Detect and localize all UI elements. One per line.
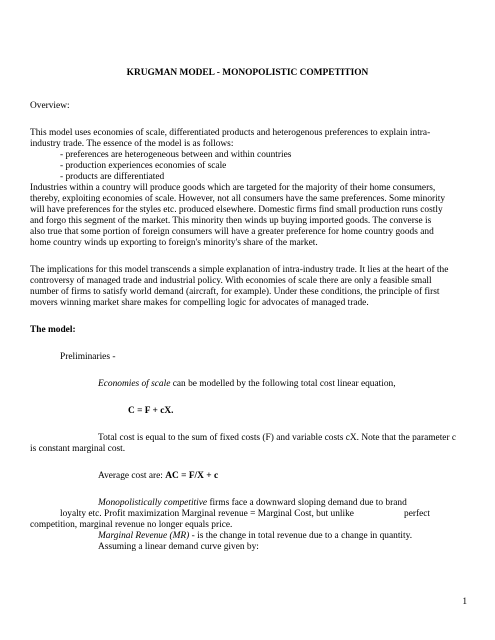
average-cost-formula: AC = F/X + c <box>165 471 219 481</box>
monopolistic-term: Monopolistically competitive <box>98 498 208 508</box>
para3-line-4: movers winning market share makes for compelling logic for advocates of managed trade. <box>30 298 369 308</box>
marginal-revenue-term: Marginal Revenue (MR) <box>98 531 190 541</box>
page-number: 1 <box>462 597 467 607</box>
economies-of-scale-line <box>98 379 396 390</box>
para3-line-2: controversy of managed trade and industrial policy. With economies of scale there are only a feasible small <box>30 276 432 286</box>
intro-line-2: industry trade. The essence of the model is as follows: <box>30 139 234 149</box>
model-heading: The model: <box>30 325 76 335</box>
para2-line-1: Industries within a country will produce goods which are targeted for the majority of their home consumers, <box>30 183 436 193</box>
economies-of-scale-term: Economies of scale <box>98 379 171 389</box>
bullet-differentiated: - products are differentiated <box>60 172 165 182</box>
average-cost-label: Average cost are: <box>98 471 166 481</box>
total-cost-line-2: is constant marginal cost. <box>30 444 126 454</box>
para2-line-4: and forgo this segment of the market. This minority then winds up buying imported goods. The converse is <box>30 216 432 226</box>
monopolistic-line-2: loyalty etc. Profit maximization Marginal revenue = Marginal Cost, but unlike <box>60 509 354 519</box>
para3-line-1: The implications for this model transcends a simple explanation of intra-industry trade. It lies at the heart of the <box>30 265 449 275</box>
marginal-revenue-text: - is the change in total revenue due to a change in quantity. <box>189 531 413 541</box>
para2-line-6: home country winds up exporting to foreign's minority's share of the market. <box>30 238 318 248</box>
monopolistic-line-3: competition, marginal revenue no longer equals price. <box>30 520 233 530</box>
economies-of-scale-text: can be modelled by the following total cost linear equation, <box>170 379 396 389</box>
monopolistic-line-1 <box>98 498 407 509</box>
bullet-economies-of-scale: - production experiences economies of scale <box>60 161 227 171</box>
intro-line-1: This model uses economies of scale, differentiated products and heterogenous preferences to explain intra- <box>30 128 431 138</box>
bullet-preferences: - preferences are heterogeneous between and within countries <box>60 150 292 160</box>
para2-line-3: will have preferences for the styles etc. produced elsewhere. Domestic firms find small production runs costly <box>30 205 443 215</box>
overview-heading: Overview: <box>30 101 70 111</box>
para2-line-5: also true that some portion of foreign consumers will have a greater preference for home country goods and <box>30 227 434 237</box>
demand-curve-line: Assuming a linear demand curve given by: <box>98 542 259 552</box>
cost-equation: C = F + cX. <box>128 406 174 416</box>
para2-line-2: thereby, exploiting economies of scale. However, not all consumers have the same preferences. Some minority <box>30 194 446 204</box>
document-title: KRUGMAN MODEL - MONOPOLISTIC COMPETITION <box>126 68 369 78</box>
monopolistic-text: firms face a downward sloping demand due to brand <box>207 498 407 508</box>
monopolistic-line-2-end: perfect <box>404 509 431 519</box>
total-cost-line-1: Total cost is equal to the sum of fixed costs (F) and variable costs cX. Note that the parameter c <box>98 433 457 443</box>
para3-line-3: number of firms to satisfy world demand (aircraft, for example). Under these conditions, the principle of first <box>30 287 440 297</box>
preliminaries-label: Preliminaries - <box>60 352 116 362</box>
average-cost-line <box>98 471 218 482</box>
marginal-revenue-line <box>98 531 412 542</box>
